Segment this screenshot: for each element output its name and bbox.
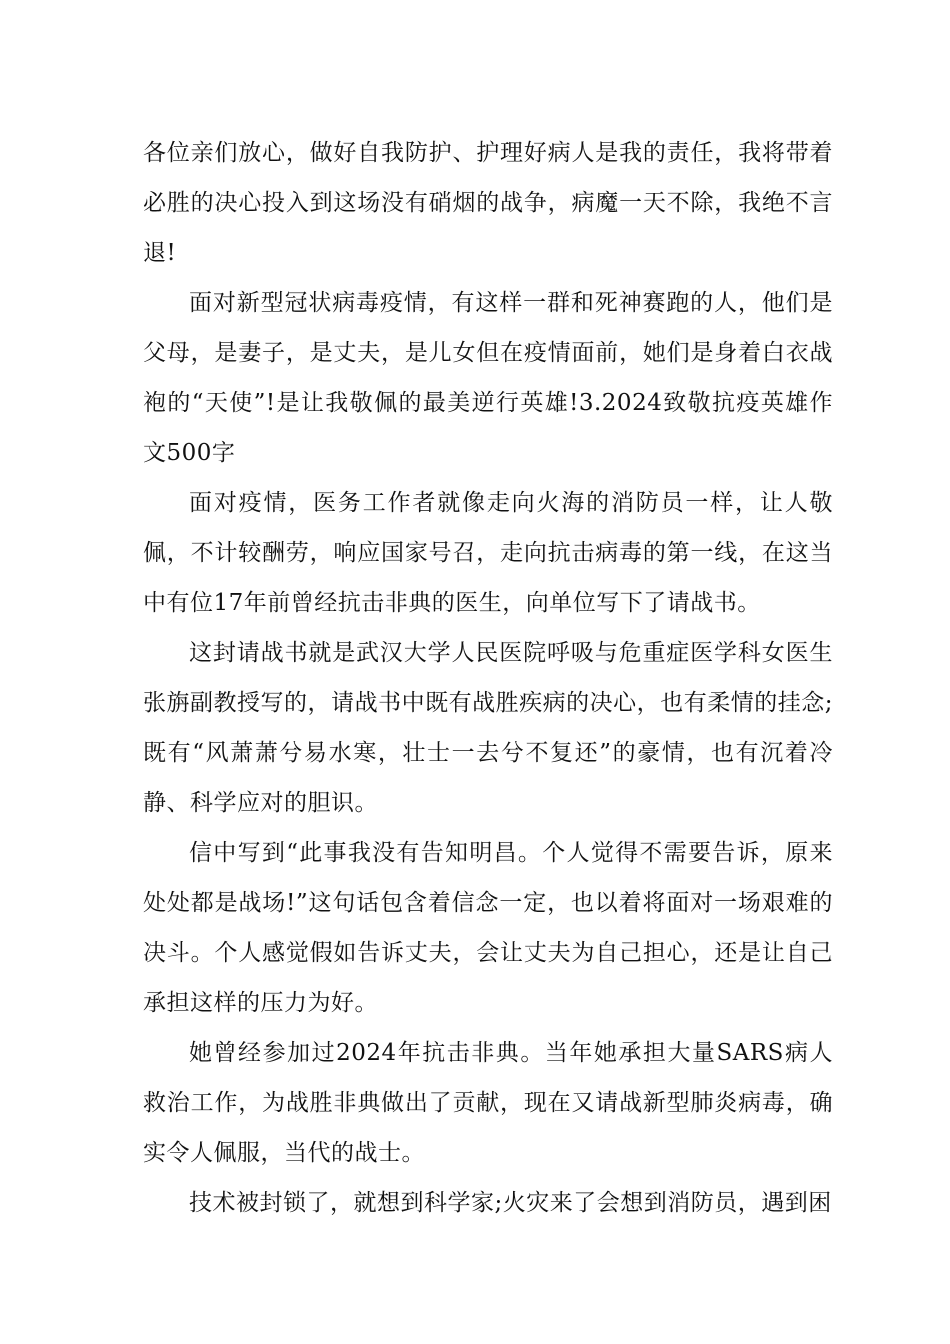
document-body [143,128,833,1228]
paragraph-5: 信中写到“此事我没有告知明昌。个人觉得不需要告诉，原来处处都是战场!”这句话包含着信念一定，也以着将面对一场艰难的决斗。个人感觉假如告诉丈夫，会让丈夫为自己担心，还是让自己承担这样的压力为好。 [143,840,833,1016]
paragraph-2: 面对新型冠状病毒疫情，有这样一群和死神赛跑的人，他们是父母，是妻子，是丈夫，是儿女但在疫情面前，她们是身着白衣战袍的“天使”!是让我敬佩的最美逆行英雄!3.2024致敬抗疫英雄作文500字 [143,290,833,466]
paragraph-4: 这封请战书就是武汉大学人民医院呼吸与危重症医学科女医生张旃副教授写的，请战书中既有战胜疾病的决心，也有柔情的挂念;既有“风萧萧兮易水寒，壮士一去兮不复还”的豪情，也有沉着冷静、科学应对的胆识。 [143,640,833,816]
paragraph-3: 面对疫情，医务工作者就像走向火海的消防员一样，让人敬佩，不计较酬劳，响应国家号召，走向抗击病毒的第一线，在这当中有位17年前曾经抗击非典的医生，向单位写下了请战书。 [143,490,833,616]
paragraph-1: 各位亲们放心，做好自我防护、护理好病人是我的责任，我将带着必胜的决心投入到这场没有硝烟的战争，病魔一天不除，我绝不言退! [143,140,833,266]
paragraph-6: 她曾经参加过2024年抗击非典。当年她承担大量SARS病人救治工作，为战胜非典做出了贡献，现在又请战新型肺炎病毒，确实令人佩服，当代的战士。 [143,1040,833,1166]
paragraph-7: 技术被封锁了，就想到科学家;火灾来了会想到消防员，遇到困 [189,1190,832,1216]
